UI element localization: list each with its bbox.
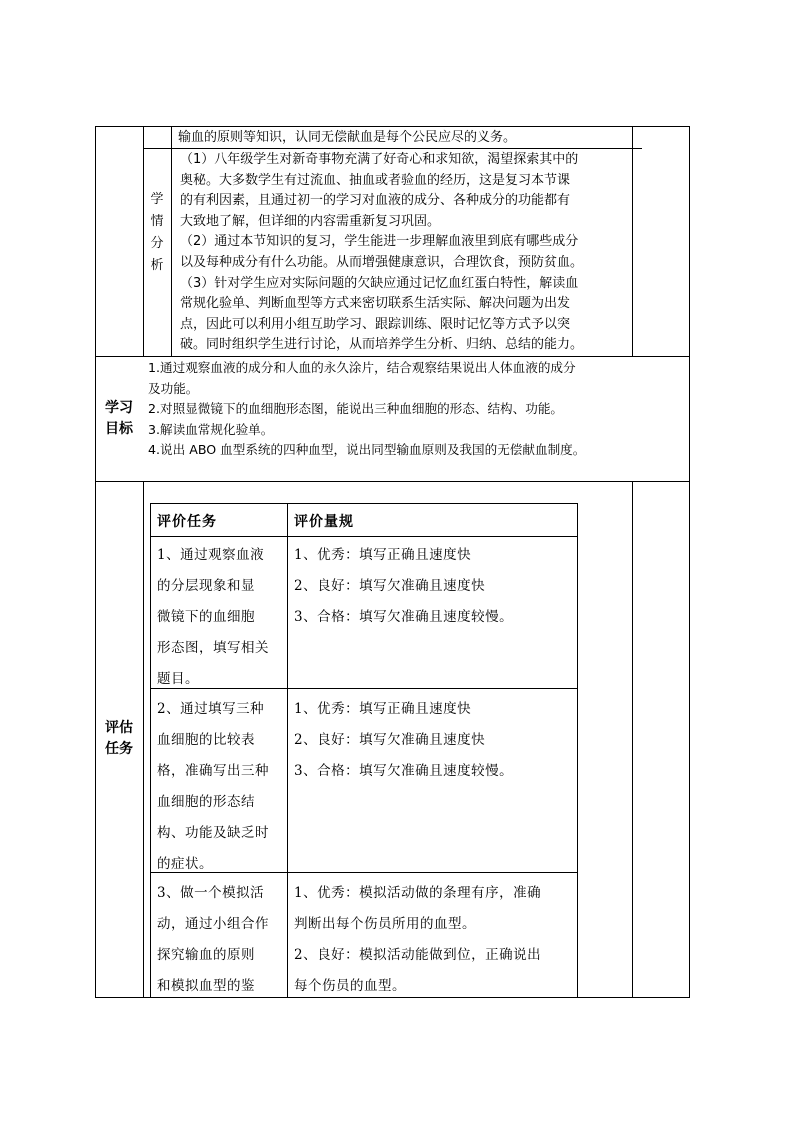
table-rule-3: [95, 481, 690, 482]
task-2-line-5: 构、功能及缺乏时: [157, 825, 269, 841]
student-analysis-label-4: 析: [150, 258, 164, 273]
table-col-3: [632, 126, 633, 357]
inner-table-left: [150, 503, 151, 997]
task-1-line-3: 微镜下的血细胞: [157, 609, 255, 625]
learning-goals-label-line-1: 学习: [105, 400, 133, 416]
table-border-bottom: [95, 997, 690, 998]
goal-line-3: 2.对照显微镜下的血细胞形态图，能说出三种血细胞的形态、结构、功能。: [148, 401, 564, 417]
rubric-1-line-3: 3、合格：填写欠准确且速度较慢。: [294, 609, 514, 625]
analysis-line-8: 常规化验单、判断血型等方式来密切联系生活实际、解决问题为出发: [180, 296, 571, 312]
table-border-right: [689, 126, 690, 998]
goal-line-1: 1.通过观察血液的成分和人血的永久涂片，结合观察结果说出人体血液的成分: [148, 360, 576, 375]
inner-table-row-rule-1: [150, 688, 578, 689]
analysis-line-1: （1）八年级学生对新奇事物充满了好奇心和求知欲，渴望探索其中的: [180, 152, 579, 167]
rubric-2-line-1: 1、优秀：填写正确且速度快: [294, 701, 472, 717]
table-col-3b: [632, 481, 633, 998]
learning-goals-label: [95, 398, 143, 440]
task-3-line-4: 和模拟血型的鉴: [157, 978, 255, 994]
task-1-line-1: 1、通过观察血液: [157, 547, 265, 563]
learning-goals-label-line-2: 目标: [105, 421, 133, 437]
goal-line-2: 及功能。: [148, 380, 199, 396]
table-rule-2: [95, 356, 690, 357]
task-3-line-2: 动，通过小组合作: [157, 916, 269, 932]
rubric-1-line-2: 2、良好：填写欠准确且速度快: [294, 578, 486, 594]
rubric-3-line-4: 每个伤员的血型。: [294, 978, 406, 994]
goal-line-4: 3.解读血常规化验单。: [148, 421, 274, 437]
analysis-line-3: 的有利因素，且通过初一的学习对血液的成分、各种成分的功能都有: [180, 193, 571, 209]
inner-table-row-rule-2: [150, 872, 578, 873]
analysis-line-4: 大致地了解，但详细的内容需重新复习巩固。: [180, 213, 441, 229]
rubric-2-line-2: 2、良好：填写欠准确且速度快: [294, 732, 486, 748]
task-1-line-5: 题目。: [157, 671, 199, 687]
task-3-line-3: 探究输血的原则: [157, 947, 255, 963]
task-2-line-1: 2、通过填写三种: [157, 701, 265, 717]
goal-line-5: 4.说出 ABO 血型系统的四种血型，说出同型输血原则及我国的无偿献血制度。: [148, 442, 586, 458]
task-2-line-6: 的症状。: [157, 856, 213, 872]
analysis-line-7: （3）针对学生应对实际问题的欠缺应通过记忆血红蛋白特性，解读血: [180, 275, 579, 291]
top-row-text: 输血的原则等知识，认同无偿献血是每个公民应尽的义务。: [178, 130, 517, 145]
rubric-3-line-3: 2、良好：模拟活动能做到位，正确说出: [294, 947, 542, 963]
student-analysis-label-2: 情: [150, 214, 164, 229]
inner-table-header-rule: [150, 536, 578, 537]
inner-table-mid: [287, 503, 288, 997]
rubric-1-line-1: 1、优秀：填写正确且速度快: [294, 547, 472, 563]
task-2-line-4: 血细胞的形态结: [157, 794, 255, 810]
analysis-line-6: 以及每种成分有什么功能。从而增强健康意识，合理饮食，预防贫血。: [180, 255, 584, 270]
table-col-1b: [143, 481, 144, 998]
analysis-line-10: 破。同时组织学生进行讨论，从而培养学生分析、归纳、总结的能力。: [180, 337, 584, 353]
assessment-label-line-1: 评估: [105, 720, 133, 736]
student-analysis-label-1: 学: [150, 192, 164, 207]
table-col-1: [143, 126, 144, 357]
table-border-top: [95, 126, 690, 127]
student-analysis-label-3: 分: [150, 236, 164, 251]
rubric-3-line-2: 判断出每个伤员所用的血型。: [294, 916, 476, 932]
task-2-line-3: 格，准确写出三种: [157, 763, 269, 779]
rubric-2-line-3: 3、合格：填写欠准确且速度较慢。: [294, 763, 514, 779]
task-1-line-2: 的分层现象和显: [157, 578, 255, 594]
rubric-3-line-1: 1、优秀：模拟活动做的条理有序，准确: [294, 885, 542, 901]
analysis-line-5: （2）通过本节知识的复习，学生能进一步理解血液里到底有哪些成分: [180, 234, 579, 250]
assessment-label-line-2: 任务: [105, 741, 133, 757]
table-col-2: [171, 126, 172, 357]
task-2-line-2: 血细胞的比较表: [157, 732, 255, 748]
inner-table-top: [150, 503, 578, 504]
analysis-line-2: 奥秘。大多数学生有过流血、抽血或者验血的经历，这是复习本节课: [180, 172, 571, 188]
assessment-label: [95, 718, 143, 760]
analysis-line-9: 点，因此可以利用小组互助学习、跟踪训练、限时记忆等方式予以突: [180, 316, 571, 332]
inner-table-right: [577, 503, 578, 997]
task-1-line-4: 形态图，填写相关: [157, 640, 269, 656]
header-rubric: 评价量规: [294, 514, 354, 530]
table-border-left: [95, 126, 96, 998]
header-task: 评价任务: [157, 514, 217, 530]
task-3-line-1: 3、做一个模拟活: [157, 885, 265, 901]
